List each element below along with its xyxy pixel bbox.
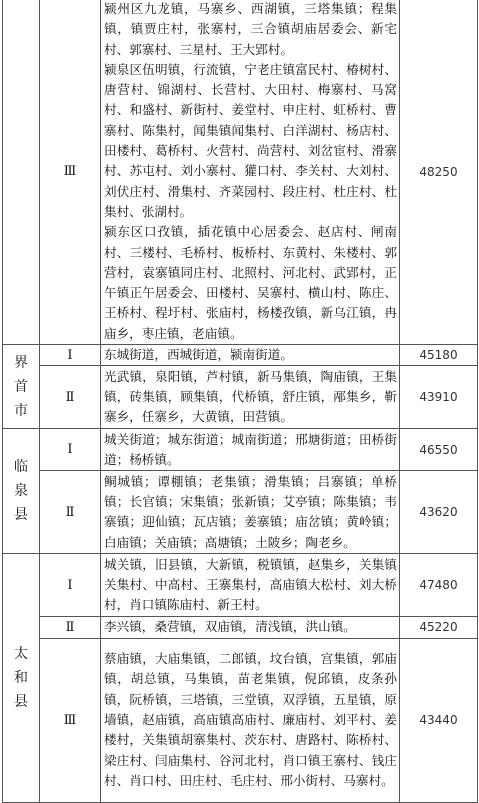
table-row bbox=[3, 366, 478, 429]
class-cell: Ⅰ bbox=[40, 429, 101, 471]
area-paragraph: 鲖城镇；谭棚镇；老集镇；滑集镇；吕寨镇；单桥镇；长官镇；宋集镇；张新镇；艾亭镇；陈集镇；韦寨镇；迎仙镇；瓦店镇；姜寨镇；庙岔镇；黄岭镇；白庙镇；关庙镇；高塘镇；土陂乡；陶老乡。 bbox=[104, 473, 397, 550]
class-cell: Ⅲ bbox=[40, 0, 101, 345]
area-paragraph: 李兴镇，桑营镇，双庙镇，清浅镇，洪山镇。 bbox=[104, 619, 356, 635]
wage-cell: 43910 bbox=[400, 366, 478, 429]
class-cell: Ⅰ bbox=[40, 554, 101, 617]
wage-cell: 46550 bbox=[400, 429, 478, 471]
class-cell: Ⅲ bbox=[40, 638, 101, 802]
wage-cell: 45220 bbox=[400, 617, 478, 638]
region-label: 临泉县 bbox=[14, 459, 28, 524]
area-paragraph: 蔡庙镇，大庙集镇，二郎镇，坟台镇，宫集镇，郭庙镇，胡总镇，马集镇，苗老集镇，倪邱镇，皮条孙镇，阮桥镇，三塔镇，三堂镇，双浮镇，五星镇，原墙镇，赵庙镇，高庙镇高庙村、廉庙村、刘平村、姜楼村，关集镇胡寨集村、茨东村、唐路村、陈桥村、梁庄村、闫庙集村、谷河北村，肖口镇王寨村、钱庄村、肖口村、田庄村、毛庄村、邢小街村、马寨村。 bbox=[104, 651, 397, 788]
area-paragraph: 颍州区九龙镇，马寨乡、西湖镇，三塔集镇；程集镇，镇贾庄村，张寨村，三合镇胡庙居委会、新宅村、郭寨村、三星村、王大郢村。 bbox=[104, 1, 397, 57]
region-label: 界首市 bbox=[14, 354, 28, 419]
table-row bbox=[3, 617, 478, 638]
area-cell bbox=[101, 0, 400, 345]
class-cell: Ⅱ bbox=[40, 366, 101, 429]
area-cell bbox=[101, 345, 400, 366]
wage-cell: 43620 bbox=[400, 471, 478, 554]
table-row bbox=[3, 554, 478, 617]
area-cell bbox=[101, 366, 400, 429]
area-paragraph: 颍泉区伍明镇，行流镇，宁老庄镇富民村、椿树村、唐营村、锦湖村、长营村、大田村、梅寨村、马窝村、和盛村、新街村、姜堂村、申庄村、虹桥村、曹寨村、陈集村，闻集镇闻集村、白洋湖村、杨店村、田楼村、葛桥村、火营村、尚营村、刘岔宦村、滑寨村、苏屯村、刘小寨村、獾口村、李关村、大刘村、刘伏庄村、滑集村、齐菜园村、段庄村、杜庄村、杜集村、张湖村。 bbox=[104, 61, 397, 219]
region-cell bbox=[3, 554, 40, 802]
table-row bbox=[3, 638, 478, 802]
table-row bbox=[3, 0, 478, 345]
area-cell bbox=[101, 429, 400, 471]
region-cell bbox=[3, 345, 40, 429]
area-cell bbox=[101, 617, 400, 638]
area-cell bbox=[101, 471, 400, 554]
table-row bbox=[3, 471, 478, 554]
region-label: 太和县 bbox=[14, 645, 28, 710]
area-paragraph: 光武镇，泉阳镇，芦村镇，新马集镇，陶庙镇，王集镇，砖集镇，顾集镇，代桥镇，舒庄镇，邴集乡，靳寨乡，任寨乡，大黄镇，田营镇。 bbox=[104, 368, 397, 425]
wage-cell: 45180 bbox=[400, 345, 478, 366]
area-cell bbox=[101, 638, 400, 802]
wage-table bbox=[2, 0, 478, 803]
region-cell bbox=[3, 429, 40, 554]
class-cell: Ⅱ bbox=[40, 617, 101, 638]
area-paragraph: 东城街道，西城街道，颍南街道。 bbox=[104, 347, 293, 363]
class-cell: Ⅰ bbox=[40, 345, 101, 366]
table-row bbox=[3, 429, 478, 471]
wage-cell: 48250 bbox=[400, 0, 478, 345]
wage-cell: 43440 bbox=[400, 638, 478, 802]
area-cell bbox=[101, 554, 400, 617]
table-row bbox=[3, 345, 478, 366]
area-paragraph: 城关镇，旧县镇，大新镇，税镇镇，赵集乡，关集镇关集村、中高村、王寨集村，高庙镇大松村、刘大桥村，肖口镇陈庙村、新王村。 bbox=[104, 556, 397, 613]
class-cell: Ⅱ bbox=[40, 471, 101, 554]
area-paragraph: 城关街道；城东街道；城南街道；邢塘街道；田桥街道；杨桥镇。 bbox=[104, 431, 397, 467]
area-paragraph: 颍东区口孜镇，插花镇中心居委会、赵店村、闸南村、三楼村、毛桥村、板桥村、东黄村、朱楼村、郭营村，袁寨镇同庄村、北照村、河北村、武郢村，正午镇正午居委会、田楼村、吴寨村、横山村、陈庄、王桥村、程圩村、张庙村，杨楼孜镇，新乌江镇，冉庙乡，枣庄镇，老庙镇。 bbox=[104, 224, 397, 341]
wage-cell: 47480 bbox=[400, 554, 478, 617]
region-cell bbox=[3, 0, 40, 345]
